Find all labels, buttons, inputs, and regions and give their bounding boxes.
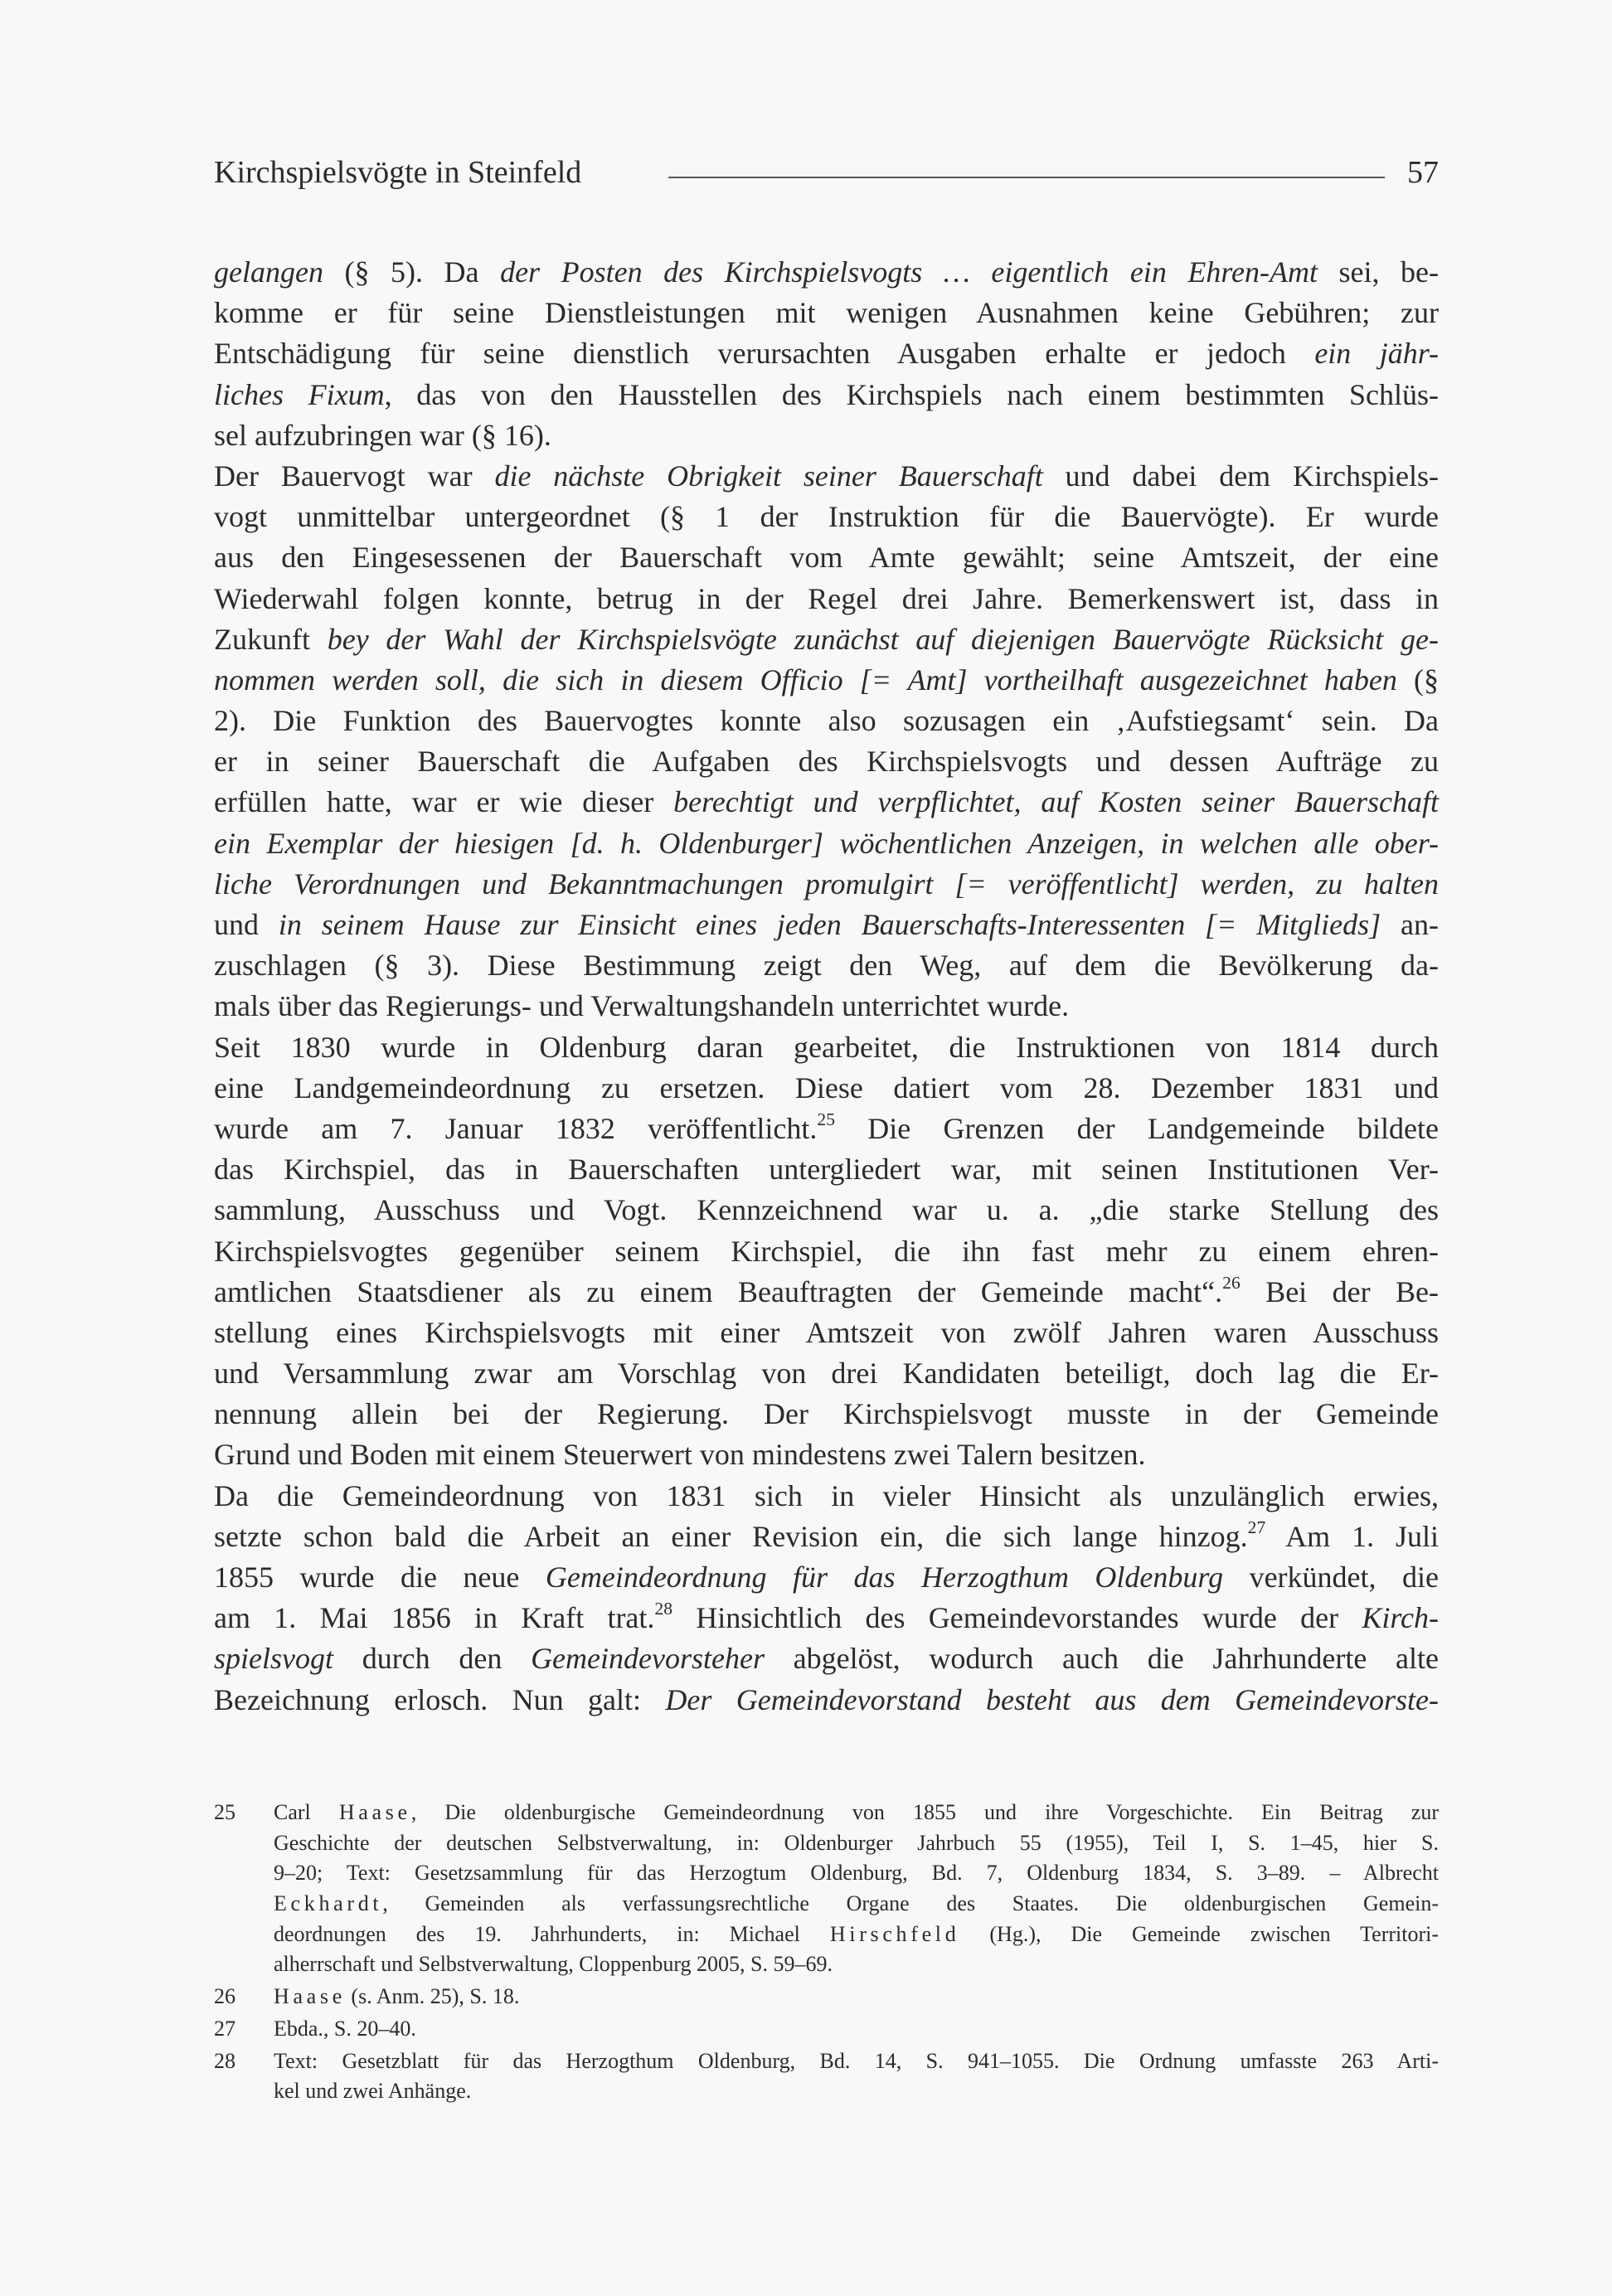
text-line (274, 1828, 1439, 1859)
text-line (214, 1598, 1439, 1638)
text-run[interactable]: aus den Eingesessenen der Bauerschaft vom Amte gewählt; seine Amtszeit, der eine (214, 541, 1439, 575)
footnote-reference[interactable]: 28 (654, 1599, 673, 1619)
italic-quote: Kirch- (1362, 1601, 1439, 1635)
text-run[interactable]: Geschichte der deutschen Selbstverwaltung, in: Oldenburger Jahrbuch 55 (1955), Teil I, S. 1–45, hier S. (274, 1830, 1439, 1855)
italic-quote: liche Verordnungen und Bekanntmachungen promulgirt [= veröffentlicht] werden, zu halten (214, 866, 1439, 900)
italic-quote: ein jähr- (1314, 337, 1439, 371)
text-run[interactable]: (s. Anm. 25), S. 18. (345, 1984, 520, 2009)
text-line (274, 2014, 1439, 2045)
italic-quote: gelangen (214, 255, 323, 289)
text-run[interactable]: Text: Gesetzblatt für das Herzogthum Oldenburg, Bd. 14, S. 941–1055. Die Ordnung umfasste 263 Arti- (274, 2048, 1439, 2073)
text-run[interactable]: Bei der Be- (1240, 1274, 1440, 1308)
text-run[interactable]: Carl (274, 1800, 339, 1824)
footnote-reference[interactable]: 25 (817, 1109, 835, 1129)
text-run[interactable]: Entschädigung für seine dienstlich verursachten Ausgaben erhalte er jedoch (214, 337, 1315, 371)
text-line (214, 741, 1439, 782)
footnote-number: 28 (214, 2048, 235, 2073)
author-name: Eckhardt (274, 1891, 383, 1916)
text-line (214, 1313, 1439, 1353)
italic-quote: Gemeindeordnung für das Herzogthum Oldenburg (545, 1561, 1224, 1594)
author-name: Haase (338, 1800, 411, 1824)
text-run[interactable]: durch den (333, 1642, 532, 1676)
text-line (214, 1434, 1439, 1475)
text-run[interactable]: er in seiner Bauerschaft die Aufgaben des Kirchspielsvogts und dessen Aufträge zu (214, 745, 1439, 779)
text-run[interactable]: 2). Die Funktion des Bauervogtes konnte also sozusagen ein ‚Aufstiegsamt‘ sein. Da (214, 704, 1439, 738)
italic-quote: ein Exemplar der hiesigen [d. h. Oldenburger] wöchentlichen Anzeigen, in welchen alle ober- (214, 826, 1439, 860)
text-line (214, 1272, 1439, 1313)
text-run[interactable]: zuschlagen (§ 3). Diese Bestimmung zeigt den Weg, auf dem die Bevölkerung da- (214, 949, 1439, 983)
text-run[interactable]: Bezeichnung erlosch. Nun galt: (214, 1682, 666, 1716)
text-run[interactable]: verkündet, die (1223, 1561, 1439, 1594)
text-run[interactable]: deordnungen des 19. Jahrhunderts, in: Michael (274, 1921, 830, 1946)
text-run[interactable]: alherrschaft und Selbstverwaltung, Cloppenburg 2005, S. 59–69. (274, 1952, 833, 1977)
text-run[interactable]: wurde am 7. Januar 1832 veröffentlicht. (214, 1111, 818, 1145)
text-line (214, 252, 1439, 293)
text-run[interactable]: Ebda., S. 20–40. (274, 2016, 416, 2041)
text-line (214, 456, 1439, 497)
text-run[interactable]: Wiederwahl folgen konnte, betrug in der Regel drei Jahre. Bemerkenswert ist, dass in (214, 581, 1439, 615)
body-text (214, 252, 1439, 1721)
text-line (214, 497, 1439, 537)
text-run[interactable]: kel und zwei Anhänge. (274, 2079, 472, 2104)
text-line (214, 1190, 1439, 1231)
text-line (214, 1517, 1439, 1557)
text-run[interactable]: Zukunft (214, 622, 328, 656)
text-line (214, 1109, 1439, 1149)
text-run[interactable]: am 1. Mai 1856 in Kraft trat. (214, 1601, 655, 1635)
text-line (214, 1638, 1439, 1679)
text-line (274, 1949, 1439, 1980)
text-run[interactable]: sei, be- (1317, 255, 1439, 289)
text-run[interactable]: , Gemeinden als verfassungsrechtliche Organe des Staates. Die oldenburgischen Gemein- (382, 1891, 1439, 1916)
page-number: 57 (1407, 155, 1439, 190)
footnote (214, 2046, 1439, 2107)
text-line (214, 1353, 1439, 1394)
text-line (214, 864, 1439, 905)
paragraph (214, 1476, 1439, 1721)
text-run[interactable]: sel aufzubringen war (§ 16). (214, 418, 551, 452)
text-run[interactable]: Der Bauervogt war (214, 459, 495, 493)
text-run[interactable]: erfüllen hatte, war er wie dieser (214, 785, 674, 819)
text-run[interactable]: Grund und Boden mit einem Steuerwert von mindestens zwei Talern besitzen. (214, 1438, 1146, 1472)
text-run[interactable]: und Versammlung zwar am Vorschlag von drei Kandidaten beteiligt, doch lag die Er- (214, 1357, 1439, 1391)
italic-quote: berechtigt und verpflichtet, auf Kosten seiner Bauerschaft (673, 785, 1439, 819)
italic-quote: die nächste Obrigkeit seiner Bauerschaft (494, 459, 1043, 493)
text-line (214, 660, 1439, 701)
footnotes (214, 1798, 1439, 2109)
text-run[interactable]: sammlung, Ausschuss und Vogt. Kennzeichnend war u. a. „die starke Stellung des (214, 1193, 1439, 1227)
text-line (214, 1557, 1439, 1598)
text-run[interactable]: mals über das Regierungs- und Verwaltungshandeln unterrichtet wurde. (214, 989, 1070, 1023)
footnote-number: 25 (214, 1800, 235, 1824)
text-line (214, 619, 1439, 660)
text-line (214, 579, 1439, 619)
text-run[interactable]: 9–20; Text: Gesetzsammlung für das Herzogtum Oldenburg, Bd. 7, Oldenburg 1834, S. 3–89. – Albrecht (274, 1861, 1439, 1886)
text-line (214, 1680, 1439, 1721)
text-line (214, 1476, 1439, 1517)
text-line (214, 375, 1439, 415)
text-line (214, 701, 1439, 741)
text-run[interactable]: und (214, 908, 279, 941)
text-run[interactable]: Am 1. Juli (1265, 1519, 1439, 1553)
text-run[interactable]: , das von den Hausstellen des Kirchspiels nach einem bestimmten Schlüs- (384, 377, 1439, 411)
header-rule (668, 177, 1385, 178)
text-run[interactable]: (§ 5). Da (323, 255, 501, 289)
text-line (274, 2046, 1439, 2077)
text-run[interactable]: (Hg.), Die Gemeinde zwischen Territori- (959, 1921, 1440, 1946)
footnote-number: 27 (214, 2016, 235, 2041)
text-run[interactable]: und dabei dem Kirchspiels- (1042, 459, 1439, 493)
italic-quote: nommen werden soll, die sich in diesem Officio [= Amt] vortheilhaft ausgezeichnet haben (214, 663, 1397, 697)
text-line (274, 1889, 1439, 1920)
author-name: Haase (274, 1984, 346, 2009)
text-line (214, 1231, 1439, 1272)
text-run[interactable]: stellung eines Kirchspielsvogts mit einer Amtszeit von zwölf Jahren waren Ausschuss (214, 1315, 1439, 1349)
italic-quote: in seinem Hause zur Einsicht eines jeden Bauerschafts-Interessenten [= Mitglieds] (278, 908, 1381, 941)
text-run[interactable]: Da die Gemeindeordnung von 1831 sich in vieler Hinsicht als unzulänglich erwies, (214, 1478, 1439, 1512)
footnote (214, 1982, 1439, 2012)
text-run[interactable]: vogt unmittelbar untergeordnet (§ 1 der Instruktion für die Bauervögte). Er wurde (214, 500, 1439, 534)
text-run[interactable]: Die Grenzen der Landgemeinde bildete (835, 1111, 1439, 1145)
running-title: Kirchspielsvögte in Steinfeld (214, 155, 582, 190)
text-line (214, 293, 1439, 333)
footnote-reference[interactable]: 26 (1222, 1272, 1241, 1293)
text-line (214, 823, 1439, 864)
text-line (214, 1027, 1439, 1068)
text-run[interactable]: setzte schon bald die Arbeit an einer Revision ein, die sich lange hinzog. (214, 1519, 1248, 1553)
footnote (214, 1798, 1439, 1980)
text-run[interactable]: Hinsichtlich des Gemeindevorstandes wurde der (672, 1601, 1362, 1635)
text-line (214, 945, 1439, 986)
footnote-reference[interactable]: 27 (1247, 1517, 1266, 1537)
text-line (214, 415, 1439, 456)
italic-quote: bey der Wahl der Kirchspielsvögte zunächst auf diejenigen Bauervögte Rücksicht ge- (327, 622, 1439, 656)
text-line (214, 537, 1439, 578)
text-run[interactable]: das Kirchspiel, das in Bauerschaften untergliedert war, mit seinen Institutionen Ver- (214, 1153, 1439, 1187)
italic-quote: der Posten des Kirchspielsvogts … eigentlich ein Ehren-Amt (500, 255, 1318, 289)
text-run[interactable]: komme er für seine Dienstleistungen mit wenigen Ausnahmen keine Gebühren; zur (214, 296, 1439, 330)
text-run[interactable]: Kirchspielsvogtes gegenüber seinem Kirchspiel, die ihn fast mehr zu einem ehren- (214, 1234, 1439, 1268)
text-line (214, 986, 1439, 1027)
text-run[interactable]: 1855 wurde die neue (214, 1561, 546, 1594)
text-run[interactable]: , Die oldenburgische Gemeindeordnung von 1855 und ihre Vorgeschichte. Ein Beitrag zur (410, 1800, 1439, 1824)
text-run[interactable]: Seit 1830 wurde in Oldenburg daran gearbeitet, die Instruktionen von 1814 durch (214, 1030, 1439, 1064)
text-run[interactable]: an- (1381, 908, 1439, 941)
text-line (214, 1068, 1439, 1109)
paragraph (214, 1027, 1439, 1476)
text-run[interactable]: abgelöst, wodurch auch die Jahrhunderte alte (764, 1642, 1439, 1676)
italic-quote: liches Fixum (214, 377, 385, 411)
text-run[interactable]: nennung allein bei der Regierung. Der Kirchspielsvogt musste in der Gemeinde (214, 1397, 1439, 1431)
footnote-number: 26 (214, 1984, 235, 2009)
text-line (214, 782, 1439, 823)
footnote (214, 2014, 1439, 2045)
text-line (214, 1394, 1439, 1434)
paragraph (214, 456, 1439, 1027)
text-run[interactable]: eine Landgemeindeordnung zu ersetzen. Diese datiert vom 28. Dezember 1831 und (214, 1070, 1439, 1104)
text-line (274, 1920, 1439, 1950)
text-line (214, 905, 1439, 945)
italic-quote: spielsvogt (214, 1642, 333, 1676)
author-name: Hirschfeld (829, 1921, 960, 1946)
running-header (214, 154, 1439, 196)
text-line (274, 1798, 1439, 1828)
text-line (274, 1982, 1439, 2012)
italic-quote: Der Gemeindevorstand besteht aus dem Gemeindevorste- (665, 1682, 1439, 1716)
italic-quote: Gemeindevorsteher (531, 1642, 765, 1676)
text-run[interactable]: (§ (1396, 663, 1439, 697)
text-run[interactable]: amtlichen Staatsdiener als zu einem Beauftragten der Gemeinde macht“. (214, 1274, 1223, 1308)
paragraph (214, 252, 1439, 456)
text-line (274, 2076, 1439, 2107)
text-line (214, 1149, 1439, 1190)
text-line (274, 1858, 1439, 1889)
text-line (214, 333, 1439, 374)
